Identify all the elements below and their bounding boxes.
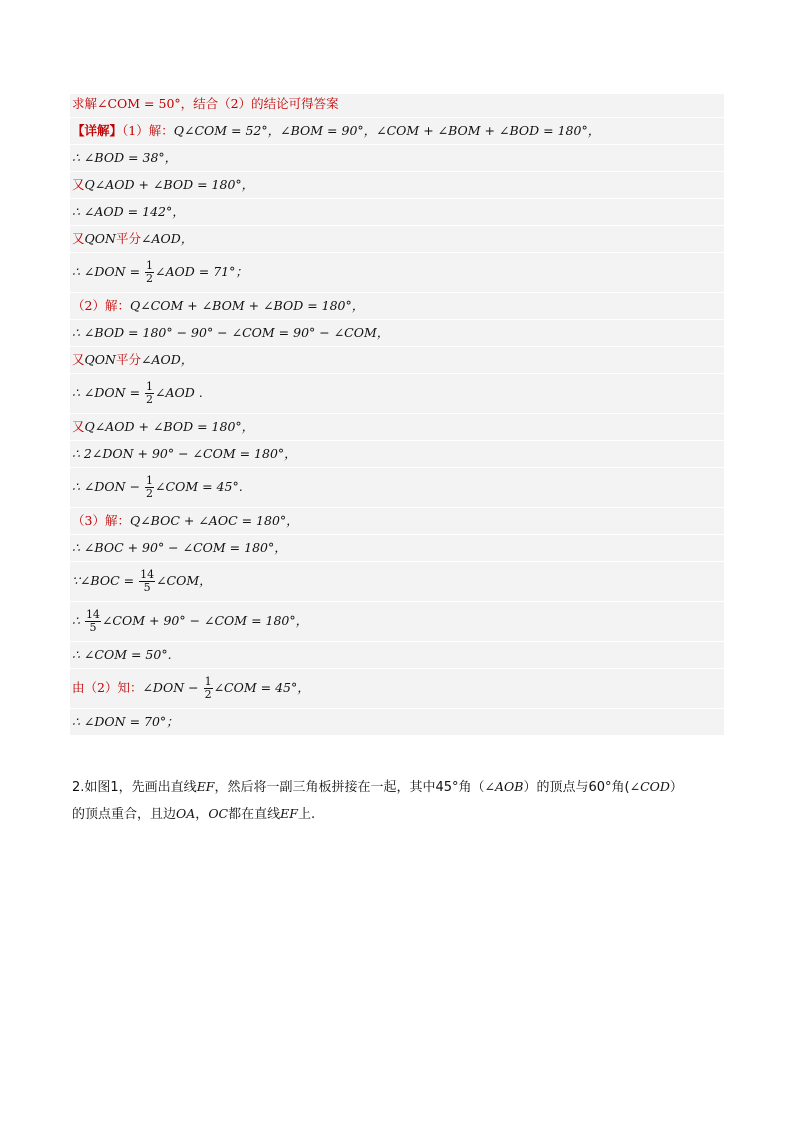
solution-block	[70, 94, 724, 736]
solution-line-21	[70, 709, 724, 736]
cn-text: 又	[72, 352, 85, 367]
math-expr: Q∠COM + ∠BOM + ∠BOD = 180°，	[129, 298, 365, 313]
fraction-numerator: 1	[146, 259, 154, 272]
question-2-line-1	[72, 774, 736, 801]
cn-text: 由（2）知：	[72, 680, 143, 695]
question-text: 上.	[297, 807, 316, 822]
question-text: ）的顶点与60°角(	[523, 780, 630, 795]
math-expr: Q∠BOC + ∠AOC = 180°，	[129, 513, 299, 528]
question-2-line-2	[72, 801, 736, 828]
fraction-numerator: 14	[85, 608, 100, 621]
math-expr: ∠AOD，	[140, 231, 194, 246]
cn-text: 又	[72, 419, 85, 434]
math-var: ∠COD	[629, 779, 670, 794]
question-text: 2.如图1，先画出直线	[72, 780, 197, 795]
fraction-denominator: 5	[89, 621, 97, 634]
math-expr: ∠COM = 45°.	[155, 479, 243, 494]
solution-line-16	[70, 535, 724, 562]
solution-line-6	[70, 226, 724, 253]
fraction-numerator: 1	[146, 474, 154, 487]
math-expr: ∴ ∠DON = 70°；	[72, 714, 179, 729]
solution-line-13	[70, 441, 724, 468]
solution-line-9	[70, 320, 724, 347]
fraction-numerator: 1	[146, 380, 154, 393]
solution-line-10	[70, 347, 724, 374]
math-expr: ∴ ∠BOD = 180° − 90° − ∠COM = 90° − ∠COM，	[72, 325, 390, 340]
fraction	[145, 260, 154, 285]
question-text: ）	[669, 780, 683, 795]
cn-text: 又	[72, 177, 85, 192]
math-expr: ∴ ∠COM = 50°.	[72, 647, 172, 662]
math-var: OA	[176, 806, 196, 821]
math-var: ∠AOB	[484, 779, 524, 794]
solution-line-20	[70, 669, 724, 709]
cn-text: 平分	[115, 231, 141, 246]
part-label: （2）解：	[72, 298, 130, 313]
cn-text: 平分	[115, 352, 141, 367]
fraction-denominator: 2	[146, 487, 154, 500]
math-var: OC	[208, 806, 229, 821]
question-2	[72, 774, 736, 828]
math-expr: ∠COM = 45°，	[213, 680, 310, 695]
solution-line-14	[70, 468, 724, 508]
math-expr: ∴ 2∠DON + 90° − ∠COM = 180°，	[72, 446, 297, 461]
fraction-numerator: 1	[204, 675, 212, 688]
math-expr: ∴	[72, 613, 84, 628]
solution-text: 求解∠COM = 50°，结合（2）的结论可得答案	[72, 96, 339, 111]
math-var: EF	[280, 806, 298, 821]
part-label: （3）解：	[72, 513, 130, 528]
solution-line-17	[70, 562, 724, 602]
fraction-denominator: 2	[146, 393, 154, 406]
math-expr: Q∠COM = 52°，∠BOM = 90°，∠COM + ∠BOM + ∠BOD = 180°，	[173, 123, 601, 138]
solution-line-19	[70, 642, 724, 669]
math-expr: QON	[84, 231, 116, 246]
fraction	[145, 475, 154, 500]
part-label: （1）解：	[122, 123, 174, 138]
solution-line-1	[70, 94, 724, 118]
math-expr: ∵∠BOC =	[72, 573, 139, 588]
question-text: 都在直线	[228, 807, 281, 822]
solution-line-15	[70, 508, 724, 535]
question-text: 的顶点重合，且边	[72, 807, 177, 822]
fraction	[85, 609, 101, 634]
math-expr: Q∠AOD + ∠BOD = 180°，	[84, 177, 255, 192]
solution-line-5	[70, 199, 724, 226]
detail-tag: 【详解】	[72, 123, 123, 138]
solution-line-3	[70, 145, 724, 172]
solution-line-2	[70, 118, 724, 145]
math-expr: ∠AOD，	[140, 352, 194, 367]
fraction	[145, 381, 154, 406]
math-expr: Q∠AOD + ∠BOD = 180°，	[84, 419, 255, 434]
fraction-denominator: 2	[204, 688, 212, 701]
solution-line-8	[70, 293, 724, 320]
question-text: ，然后将一副三角板拼接在一起，其中45°角（	[214, 780, 485, 795]
math-expr: ∠AOD .	[155, 385, 203, 400]
solution-line-11	[70, 374, 724, 414]
math-expr: ∴ ∠BOC + 90° − ∠COM = 180°，	[72, 540, 287, 555]
math-expr: ∠COM，	[156, 573, 212, 588]
math-expr: ∠COM + 90° − ∠COM = 180°，	[101, 613, 309, 628]
math-expr: ∴ ∠DON =	[72, 385, 145, 400]
math-expr: ∠DON −	[142, 680, 203, 695]
question-text: ，	[195, 807, 209, 822]
math-expr: ∠AOD = 71°；	[155, 264, 248, 279]
fraction	[139, 569, 155, 594]
solution-line-18	[70, 602, 724, 642]
solution-line-7	[70, 253, 724, 293]
solution-line-12	[70, 414, 724, 441]
math-expr: ∴ ∠BOD = 38°，	[72, 150, 178, 165]
solution-line-4	[70, 172, 724, 199]
math-expr: ∴ ∠DON −	[72, 479, 145, 494]
math-expr: ∴ ∠AOD = 142°，	[72, 204, 185, 219]
fraction-numerator: 14	[140, 568, 155, 581]
cn-text: 又	[72, 231, 85, 246]
fraction-denominator: 5	[143, 581, 151, 594]
math-var: EF	[196, 779, 215, 794]
math-expr: ∴ ∠DON =	[72, 264, 145, 279]
fraction	[204, 676, 213, 701]
fraction-denominator: 2	[146, 272, 154, 285]
math-expr: QON	[84, 352, 116, 367]
